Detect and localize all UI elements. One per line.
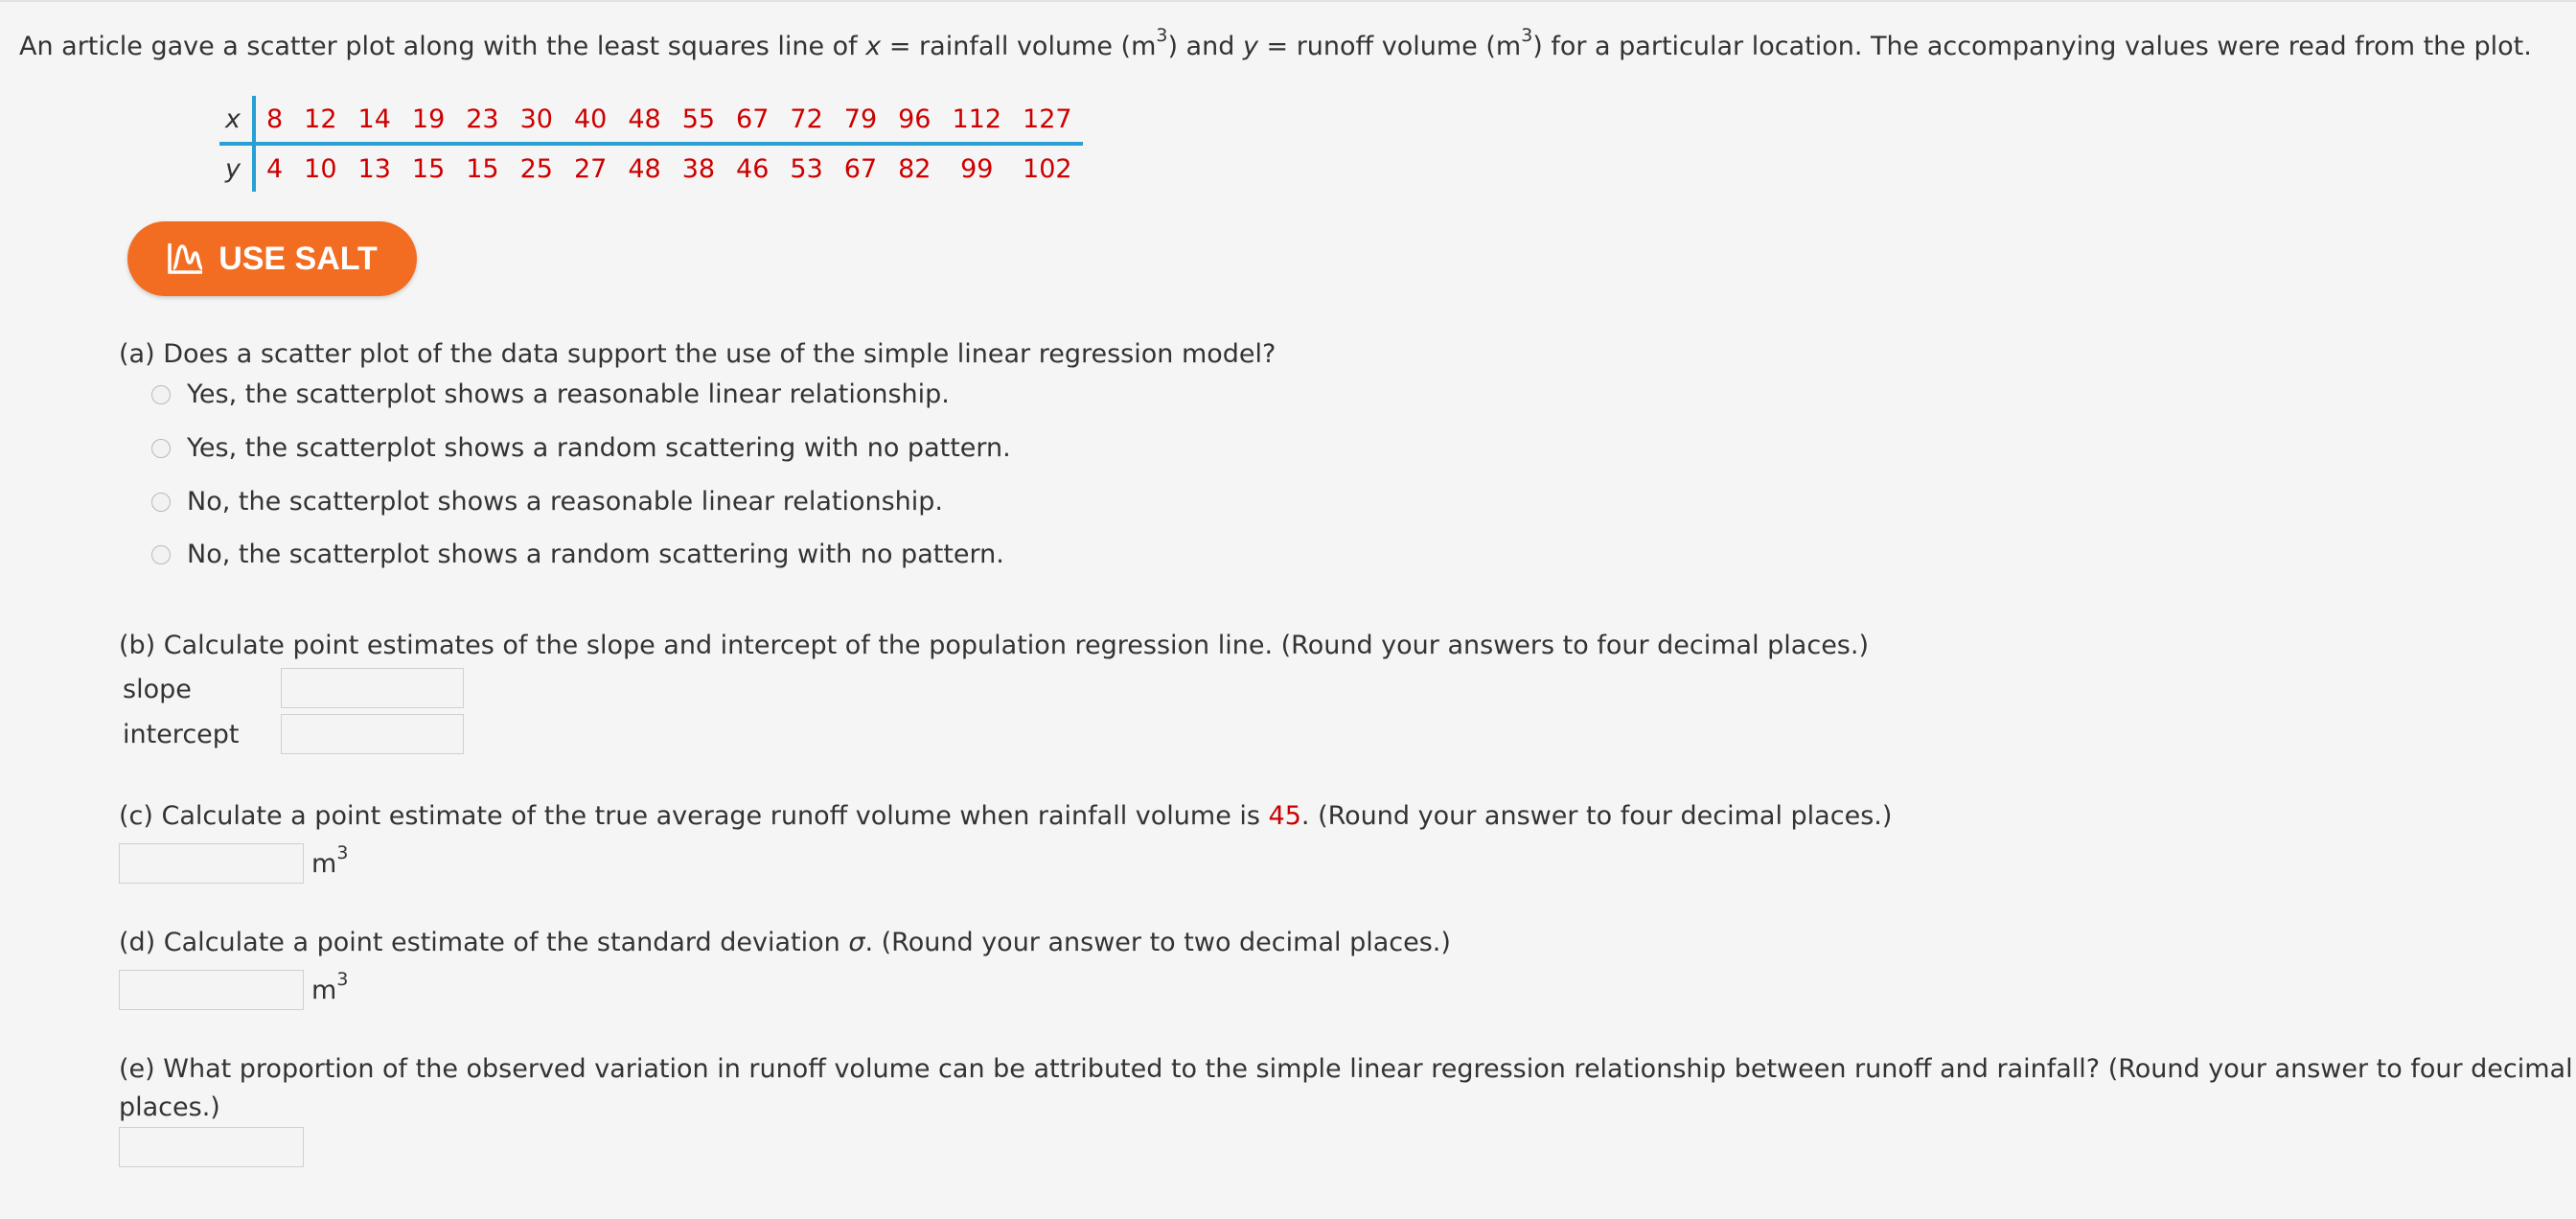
part-b-question: (b) Calculate point estimates of the slope and intercept of the population regression line. (Round your answers to four decimal places.) bbox=[119, 631, 1869, 660]
y-row-label: y bbox=[219, 144, 254, 192]
part-e-question-line2: places.) bbox=[119, 1092, 220, 1122]
x-value-cell: 79 bbox=[834, 96, 887, 144]
intro-text-1: An article gave a scatter plot along with the least squares line of bbox=[19, 32, 866, 61]
slope-label: slope bbox=[123, 675, 192, 704]
x-value-cell: 72 bbox=[779, 96, 833, 144]
x-value-cell: 48 bbox=[617, 96, 671, 144]
y-value-cell: 53 bbox=[790, 153, 823, 184]
y-value-cell: 67 bbox=[843, 153, 878, 184]
part-c-text-1: (c) Calculate a point estimate of the true average runoff volume when rainfall volume is bbox=[119, 801, 1269, 831]
use-salt-button[interactable] bbox=[127, 221, 417, 296]
y-value-cell: 15 bbox=[411, 153, 446, 184]
part-a-option-4[interactable] bbox=[151, 540, 1004, 569]
part-d-text-2: . (Round your answer to two decimal places.) bbox=[864, 928, 1451, 957]
x-value-cell: 14 bbox=[348, 96, 402, 144]
x-value-cell: 127 bbox=[1012, 96, 1083, 144]
table-row-x bbox=[219, 96, 1083, 144]
part-a-question: (a) Does a scatter plot of the data support the use of the simple linear regression model? bbox=[119, 339, 1276, 369]
intro-text-3: ) and bbox=[1167, 32, 1243, 61]
intercept-label: intercept bbox=[123, 720, 240, 749]
part-c-text-2: . (Round your answer to four decimal places.) bbox=[1300, 801, 1893, 831]
y-value-cell: 4 bbox=[265, 153, 284, 184]
part-a-option-2[interactable] bbox=[151, 433, 1011, 463]
option-label: Yes, the scatterplot shows a reasonable linear relationship. bbox=[187, 380, 950, 409]
option-label: No, the scatterplot shows a random scattering with no pattern. bbox=[187, 540, 1004, 569]
data-table bbox=[219, 96, 1083, 192]
intro-exp-1: 3 bbox=[1156, 25, 1168, 47]
salt-distribution-icon bbox=[167, 242, 205, 276]
xy-table bbox=[219, 96, 1083, 192]
part-a-option-1[interactable] bbox=[151, 380, 950, 409]
x-value-cell: 30 bbox=[510, 96, 564, 144]
radio-button[interactable] bbox=[151, 439, 171, 458]
unit-exp: 3 bbox=[336, 969, 349, 991]
unit-m: m bbox=[311, 849, 337, 879]
part-c-input[interactable] bbox=[119, 843, 304, 884]
x-value-cell: 112 bbox=[941, 96, 1012, 144]
intro-text-4: = runoff volume (m bbox=[1257, 32, 1522, 61]
intro-y-var: y bbox=[1242, 32, 1258, 61]
y-value-cell: 27 bbox=[573, 153, 608, 184]
part-d-unit bbox=[311, 969, 349, 1006]
use-salt-label: USE SALT bbox=[218, 240, 378, 277]
y-value-cell: 10 bbox=[304, 153, 337, 184]
radio-button[interactable] bbox=[151, 545, 171, 564]
y-value-cell: 13 bbox=[357, 153, 391, 184]
x-value-cell: 23 bbox=[455, 96, 509, 144]
option-label: Yes, the scatterplot shows a random scattering with no pattern. bbox=[187, 433, 1011, 463]
unit-exp: 3 bbox=[336, 842, 349, 864]
sigma-symbol: σ bbox=[848, 928, 865, 957]
part-c-unit bbox=[311, 842, 349, 880]
part-c-value: 45 bbox=[1268, 801, 1301, 831]
intro-x-var: x bbox=[865, 32, 882, 61]
y-value-cell: 102 bbox=[1023, 153, 1072, 184]
y-value-cell: 38 bbox=[681, 153, 716, 184]
y-value-cell: 25 bbox=[519, 153, 553, 184]
intro-text-5: ) for a particular location. The accompanying values were read from the plot. bbox=[1532, 32, 2532, 61]
x-value-cell: 55 bbox=[672, 96, 725, 144]
part-d-input[interactable] bbox=[119, 970, 304, 1010]
part-e-question-line1: (e) What proportion of the observed variation in runoff volume can be attributed to the simple linear regression relationship between runoff and rainfall? (Round your answer to four decimal bbox=[119, 1054, 2573, 1084]
x-value-cell: 19 bbox=[402, 96, 455, 144]
radio-button[interactable] bbox=[151, 385, 171, 404]
intro-exp-2: 3 bbox=[1521, 25, 1533, 47]
part-e-input[interactable] bbox=[119, 1127, 304, 1167]
radio-button[interactable] bbox=[151, 493, 171, 512]
y-value-cell: 82 bbox=[898, 153, 932, 184]
x-value-cell: 67 bbox=[725, 96, 779, 144]
problem-intro bbox=[19, 25, 2532, 62]
intro-text-2: = rainfall volume (m bbox=[881, 32, 1157, 61]
x-value-cell: 96 bbox=[887, 96, 941, 144]
y-value-cell: 99 bbox=[960, 153, 994, 184]
part-d-text-1: (d) Calculate a point estimate of the standard deviation bbox=[119, 928, 849, 957]
unit-m: m bbox=[311, 976, 337, 1005]
y-value-cell: 15 bbox=[466, 153, 499, 184]
slope-input[interactable] bbox=[281, 668, 464, 708]
option-label: No, the scatterplot shows a reasonable linear relationship. bbox=[187, 487, 943, 517]
part-d-question bbox=[119, 928, 1451, 958]
x-row-label: x bbox=[219, 96, 254, 144]
part-c-question bbox=[119, 801, 1892, 832]
y-value-cell: 46 bbox=[736, 153, 770, 184]
x-value-cell: 12 bbox=[293, 96, 347, 144]
y-value-cell: 48 bbox=[628, 153, 661, 184]
x-value-cell: 8 bbox=[254, 96, 293, 144]
table-row-y bbox=[219, 144, 1083, 192]
top-divider bbox=[0, 0, 2576, 2]
x-value-cell: 40 bbox=[564, 96, 617, 144]
intercept-input[interactable] bbox=[281, 714, 464, 754]
part-a-option-3[interactable] bbox=[151, 487, 943, 517]
